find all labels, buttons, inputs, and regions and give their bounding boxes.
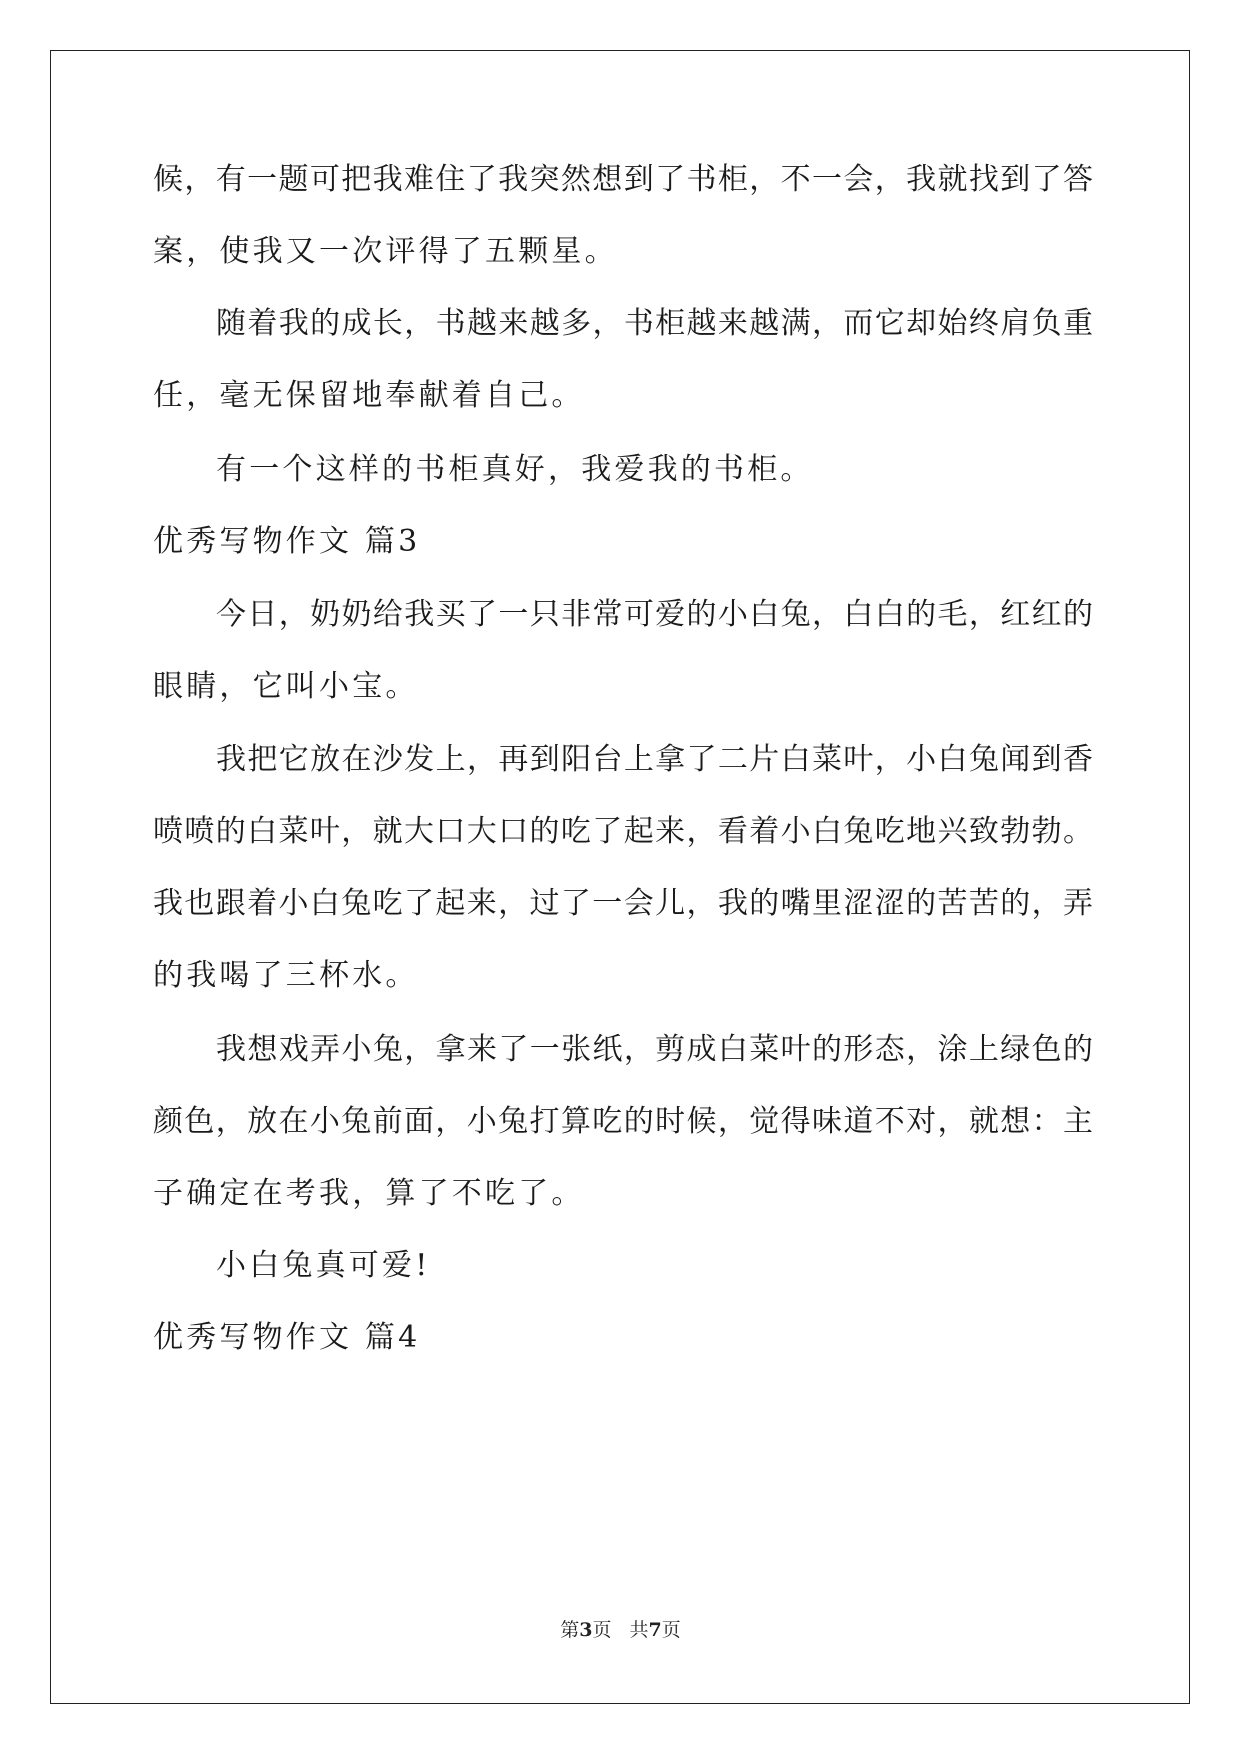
paragraph-line: 随着我的成长，书越来越多，书柜越来越满，而它却始终肩负重 — [216, 306, 1093, 341]
section-heading: 优秀写物作文 篇4 — [153, 1320, 421, 1355]
paragraph-line: 我想戏弄小兔，拿来了一张纸，剪成白菜叶的形态，涂上绿色的 — [216, 1032, 1093, 1067]
footer-total-prefix: 共 — [629, 1619, 649, 1641]
paragraph-line: 任，毫无保留地奉献着自己。 — [153, 378, 585, 413]
paragraph-line: 的我喝了三杯水。 — [153, 958, 419, 993]
paragraph-line: 有一个这样的书柜真好，我爱我的书柜。 — [216, 452, 814, 487]
paragraph-line: 案，使我又一次评得了五颗星。 — [153, 234, 618, 269]
paragraph-line: 今日，奶奶给我买了一只非常可爱的小白兔，白白的毛，红红的 — [216, 597, 1093, 632]
paragraph-line: 我把它放在沙发上，再到阳台上拿了二片白菜叶，小白兔闻到香 — [216, 742, 1093, 777]
footer-total-suffix: 页 — [661, 1619, 681, 1641]
page-number: 3 — [579, 1619, 593, 1641]
footer-prefix: 第 — [560, 1619, 580, 1641]
section-heading: 优秀写物作文 篇3 — [153, 524, 421, 559]
footer-page-suffix: 页 — [592, 1619, 612, 1641]
paragraph-line: 喷喷的白菜叶，就大口大口的吃了起来，看着小白兔吃地兴致勃勃。 — [153, 814, 1093, 849]
paragraph-line: 颜色，放在小兔前面，小兔打算吃的时候，觉得味道不对，就想：主 — [153, 1104, 1093, 1139]
paragraph-line: 子确定在考我，算了不吃了。 — [153, 1176, 585, 1211]
total-pages: 7 — [648, 1619, 662, 1641]
paragraph-line: 小白兔真可爱! — [216, 1248, 431, 1283]
page-border — [50, 50, 1190, 1704]
paragraph-line: 我也跟着小白兔吃了起来，过了一会儿，我的嘴里涩涩的苦苦的，弄 — [153, 886, 1093, 921]
page-footer — [0, 1618, 1241, 1642]
paragraph-line: 眼睛，它叫小宝。 — [153, 669, 419, 704]
paragraph-line: 候，有一题可把我难住了我突然想到了书柜，不一会，我就找到了答 — [153, 162, 1093, 197]
